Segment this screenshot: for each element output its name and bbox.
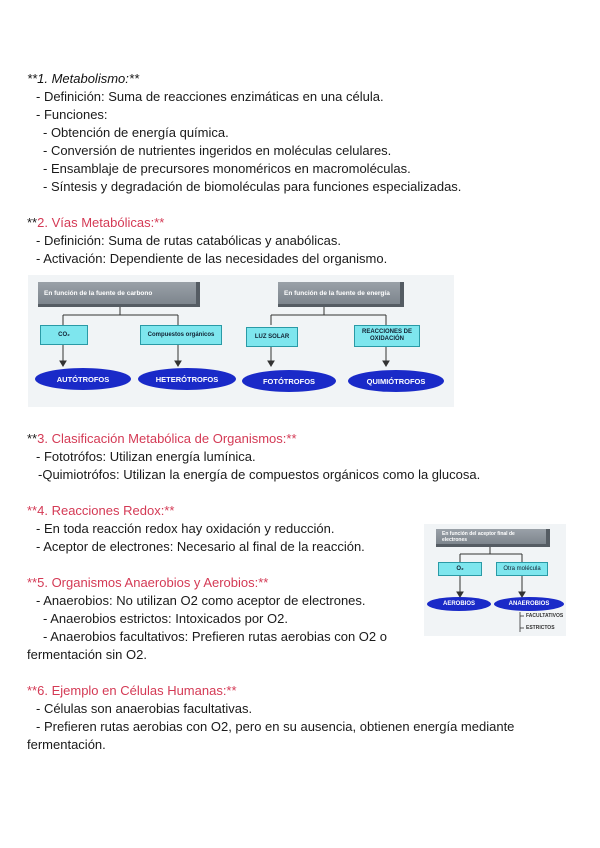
section-1-line: - Definición: Suma de reacciones enzimáticas en una célula. xyxy=(36,89,384,104)
acceptor-header: En función del aceptor final de electrones xyxy=(436,529,550,547)
anaerobios-oval: ANAEROBIOS xyxy=(494,597,564,611)
section-5-line: - Anaerobios facultativos: Prefieren rutas aerobias con O2 o xyxy=(43,629,387,644)
section-2-title-text: 2. Vías Metabólicas:** xyxy=(37,215,165,230)
section-5-line: fermentación sin O2. xyxy=(27,647,147,662)
solar-light-box: LUZ SOLAR xyxy=(246,327,298,347)
section-6-title: **6. Ejemplo en Células Humanas:** xyxy=(27,683,237,698)
quimiotrofos-oval: QUIMIÓTROFOS xyxy=(348,370,444,392)
oxidation-reactions-box: REACCIONES DE OXIDACIÓN xyxy=(354,325,420,347)
o2-box: O₂ xyxy=(438,562,482,576)
facultativos-label: FACULTATIVOS xyxy=(526,613,564,619)
section-3-title xyxy=(27,430,297,448)
section-5-line: - Anaerobios: No utilizan O2 como aceptor de electrones. xyxy=(36,593,366,608)
section-2-line: - Activación: Dependiente de las necesidades del organismo. xyxy=(36,251,388,266)
section-1-line: - Conversión de nutrientes ingeridos en moléculas celulares. xyxy=(43,143,392,158)
section-1-line: - Síntesis y degradación de biomoléculas para funciones especializadas. xyxy=(43,179,462,194)
carbon-source-header: En función de la fuente de carbono xyxy=(38,282,200,307)
heterotrofos-oval: HETERÓTROFOS xyxy=(138,368,236,390)
classification-diagram xyxy=(28,275,454,407)
aerobios-oval: AEROBIOS xyxy=(427,597,491,611)
section-5-line: - Anaerobios estrictos: Intoxicados por O2. xyxy=(43,611,288,626)
autotrofos-oval: AUTÓTROFOS xyxy=(35,368,131,390)
section-3-title-text: 3. Clasificación Metabólica de Organismos:** xyxy=(37,431,297,446)
electron-acceptor-diagram xyxy=(424,524,566,636)
section-4-line: - Aceptor de electrones: Necesario al final de la reacción. xyxy=(36,539,365,554)
section-2-line: - Definición: Suma de rutas catabólicas y anabólicas. xyxy=(36,233,341,248)
section-1-line: - Obtención de energía química. xyxy=(43,125,229,140)
other-molecule-box: Otra molécula xyxy=(496,562,548,576)
organic-compounds-box: Compuestos orgánicos xyxy=(140,325,222,345)
section-6-line: - Células son anaerobias facultativas. xyxy=(36,701,253,716)
section-3-prefix: ** xyxy=(27,431,38,446)
section-3-line: - Fototrófos: Utilizan energía lumínica. xyxy=(36,449,256,464)
section-5-title: **5. Organismos Anaerobios y Aerobios:** xyxy=(27,575,269,590)
section-2-prefix: ** xyxy=(27,215,38,230)
section-6-line: - Prefieren rutas aerobias con O2, pero en su ausencia, obtienen energía mediante xyxy=(36,719,515,734)
energy-source-header: En función de la fuente de energía xyxy=(278,282,404,307)
section-4-title: **4. Reacciones Redox:** xyxy=(27,503,175,518)
co2-box: CO₂ xyxy=(40,325,88,345)
fototrofos-oval: FOTÓTROFOS xyxy=(242,370,336,392)
section-3-line: -Quimiotrófos: Utilizan la energía de compuestos orgánicos como la glucosa. xyxy=(38,467,481,482)
estrictos-label: ESTRICTOS xyxy=(526,625,555,631)
section-6-line: fermentación. xyxy=(27,737,106,752)
section-1-line: - Funciones: xyxy=(36,107,108,122)
section-2-title xyxy=(27,214,164,232)
section-1-line: - Ensamblaje de precursores monoméricos en macromoléculas. xyxy=(43,161,411,176)
section-1-title: **1. Metabolismo:** xyxy=(27,71,139,86)
section-4-line: - En toda reacción redox hay oxidación y reducción. xyxy=(36,521,335,536)
